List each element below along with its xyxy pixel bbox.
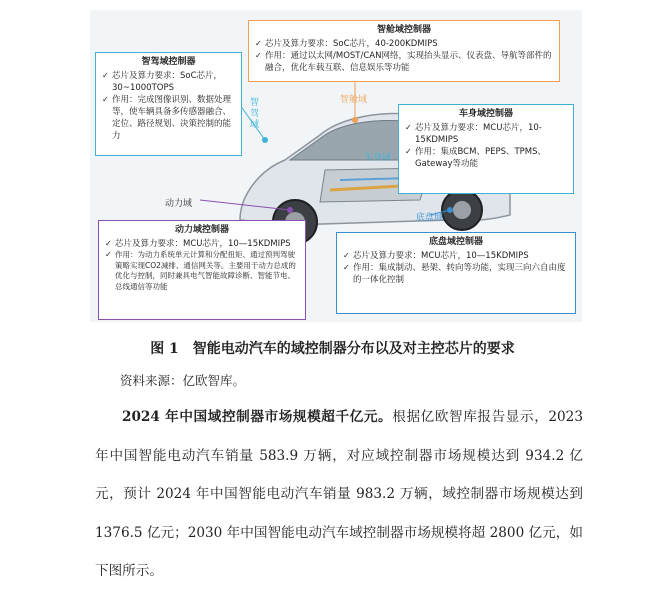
box-item: ✓ 作用：为动力系统单元计算和分配扭矩、通过预判驾驶策略实现CO2减排、通信网关等。主要用于动力总成的优化与控制，同时兼具电气智能故障诊断、智能节电、总线通信等功能 <box>105 250 299 292</box>
box-item: ✓ 作用：集成BCM、PEPS、TPMS、Gateway等功能 <box>405 146 567 170</box>
figure-domain-controllers <box>90 10 582 322</box>
box-dipan <box>336 232 576 314</box>
paragraph-text: 根据亿欧智库报告显示，2023 年中国智能电动汽车销量 583.9 万辆，对应域控制器市场规模达到 934.2 亿元，预计 2024 年中国智能电动汽车销量 983.2 万辆，域控制器市场规模达到 1376.5 亿元；2030 年中国智能电动汽车域控制器市场规模将超 2800 亿元，如下图所示。 <box>95 409 583 579</box>
box-dongli <box>98 220 306 320</box>
box-item: ✓ 芯片及算力要求：SoC芯片，30~1000TOPS <box>102 70 235 94</box>
box-title: 动力域控制器 <box>174 225 229 235</box>
figure-source: 资料来源：亿欧智库。 <box>120 373 246 388</box>
label-cheshen: 车身域 <box>364 153 392 163</box>
box-zhicang <box>248 20 560 82</box>
label-zhicang: 智舱域 <box>340 95 368 105</box>
box-item: ✓ 芯片及算力要求：SoC芯片，40-200KDMIPS <box>255 38 553 50</box>
box-title: 车身域控制器 <box>458 109 513 119</box>
box-zhijia <box>95 52 242 156</box>
box-cheshen <box>398 104 574 194</box>
box-item: ✓ 作用：通过以太网/MOST/CAN网络，实现抬头显示、仪表盘、导航等部件的融合，优化车载互联、信息娱乐等功能 <box>255 50 553 74</box>
box-item: ✓ 芯片及算力要求：MCU芯片，10—15KDMIPS <box>343 250 569 262</box>
figure-caption: 图 1 智能电动汽车的域控制器分布以及对主控芯片的要求 <box>150 341 515 357</box>
paragraph-lead: 2024 年中国域控制器市场规模超千亿元。 <box>122 409 393 425</box>
body-paragraph <box>95 398 583 591</box>
box-item: ✓ 作用：完成图像识别、数据处理等，使车辆具备多传感器融合、定位、路径规划、决策控制的能力 <box>102 94 235 142</box>
box-title: 底盘域控制器 <box>428 237 483 247</box>
box-title: 智驾域控制器 <box>141 57 196 67</box>
label-zhijia: 智 驾 域 <box>250 98 260 130</box>
box-title: 智舱域控制器 <box>376 25 431 35</box>
label-dipan: 底盘域 <box>416 213 444 223</box>
label-donglixian: 动力域 <box>165 199 193 209</box>
box-item: ✓ 芯片及算力要求：MCU芯片，10—15KDMIPS <box>105 238 299 250</box>
box-item: ✓ 作用：集成制动、悬架、转向等功能，实现三向六自由度的一体化控制 <box>343 262 569 286</box>
box-item: ✓ 芯片及算力要求：MCU芯片，10-15KDMIPS <box>405 122 567 146</box>
